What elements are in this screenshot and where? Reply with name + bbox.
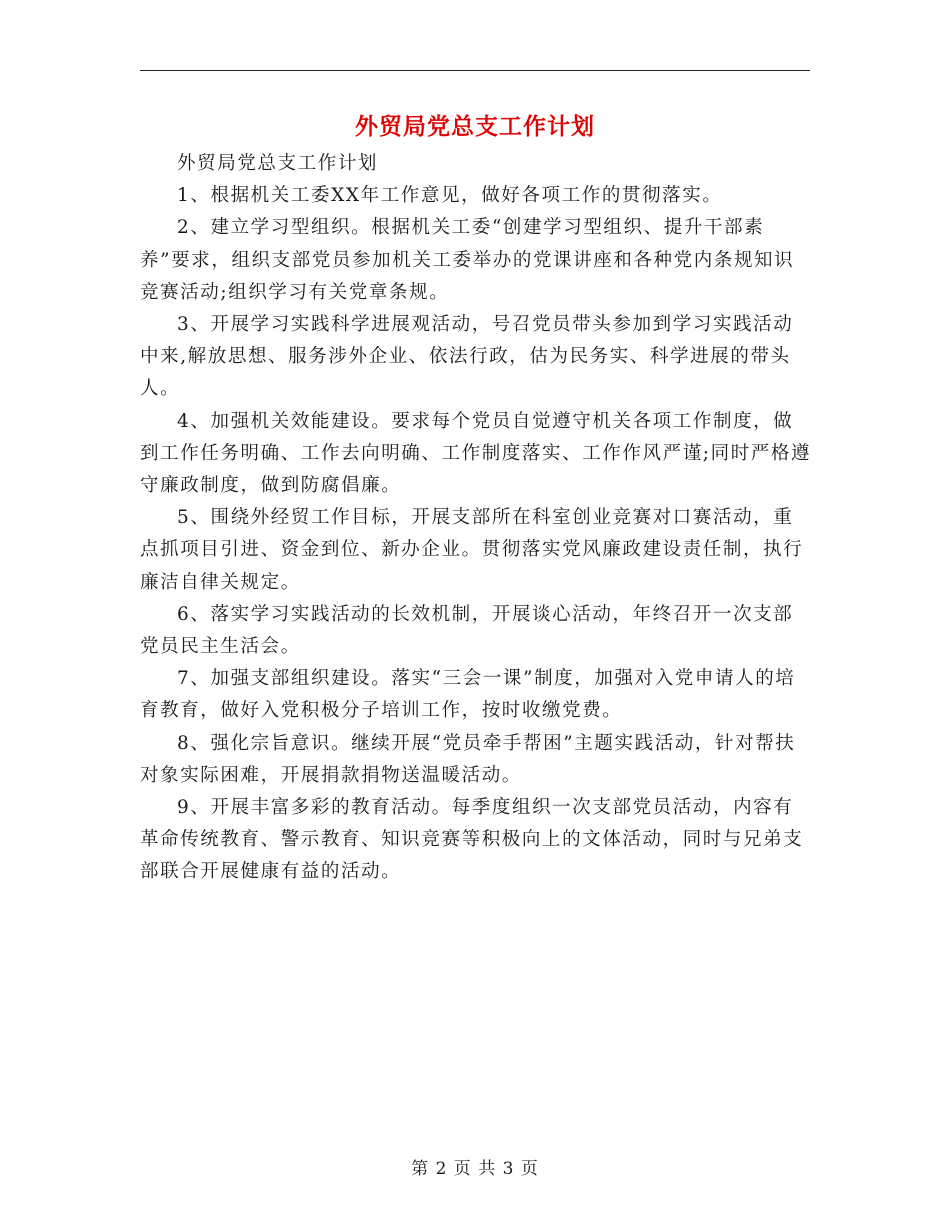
header-rule: [140, 70, 810, 71]
page-number-label: 第 2 页 共 3 页: [411, 1159, 539, 1179]
paragraph-heading: 外贸局党总支工作计划: [177, 153, 379, 174]
paragraph-item-7: 7、加强支部组织建设。落实“三会一课”制度，加强对入党申请人的培育教育，做好入党积极分子培训工作，按时收缴党费。: [140, 668, 796, 722]
paragraph-item-3: 3、开展学习实践科学进展观活动，号召党员带头参加到学习实践活动中来,解放思想、服务涉外企业、依法行政，估为民务实、科学进展的带头人。: [140, 314, 794, 400]
document-body: [140, 148, 812, 889]
paragraph-item-2: 2、建立学习型组织。根据机关工委“创建学习型组织、提升干部素养”要求，组织支部党员参加机关工委举办的党课讲座和各种党内条规知识竞赛活动;组织学习有关党章条规。: [140, 217, 795, 303]
paragraph-item-6: 6、落实学习实践活动的长效机制，开展谈心活动，年终召开一次支部党员民主生活会。: [140, 603, 794, 658]
paragraph-item-8: 8、强化宗旨意识。继续开展“党员牵手帮困”主题实践活动，针对帮扶对象实际困难，开展捐款捐物送温暖活动。: [140, 732, 796, 786]
page-footer: [0, 1154, 950, 1179]
paragraph-item-1: 1、根据机关工委XX年工作意见，做好各项工作的贯彻落实。: [177, 185, 723, 207]
document-title: 外贸局党总支工作计划: [355, 113, 595, 140]
paragraph-item-5: 5、围绕外经贸工作目标，开展支部所在科室创业竞赛对口赛活动，重点抓项目引进、资金到位、新办企业。贯彻落实党风廉政建设责任制，执行廉洁自律关规定。: [140, 507, 804, 593]
paragraph-item-9: 9、开展丰富多彩的教育活动。每季度组织一次支部党员活动，内容有革命传统教育、警示教育、知识竞赛等积极向上的文体活动，同时与兄弟支部联合开展健康有益的活动。: [140, 797, 804, 883]
paragraph-item-4: 4、加强机关效能建设。要求每个党员自觉遵守机关各项工作制度，做到工作任务明确、工作去向明确、工作制度落实、工作作风严谨;同时严格遵守廉政制度，做到防腐倡廉。: [140, 410, 812, 497]
